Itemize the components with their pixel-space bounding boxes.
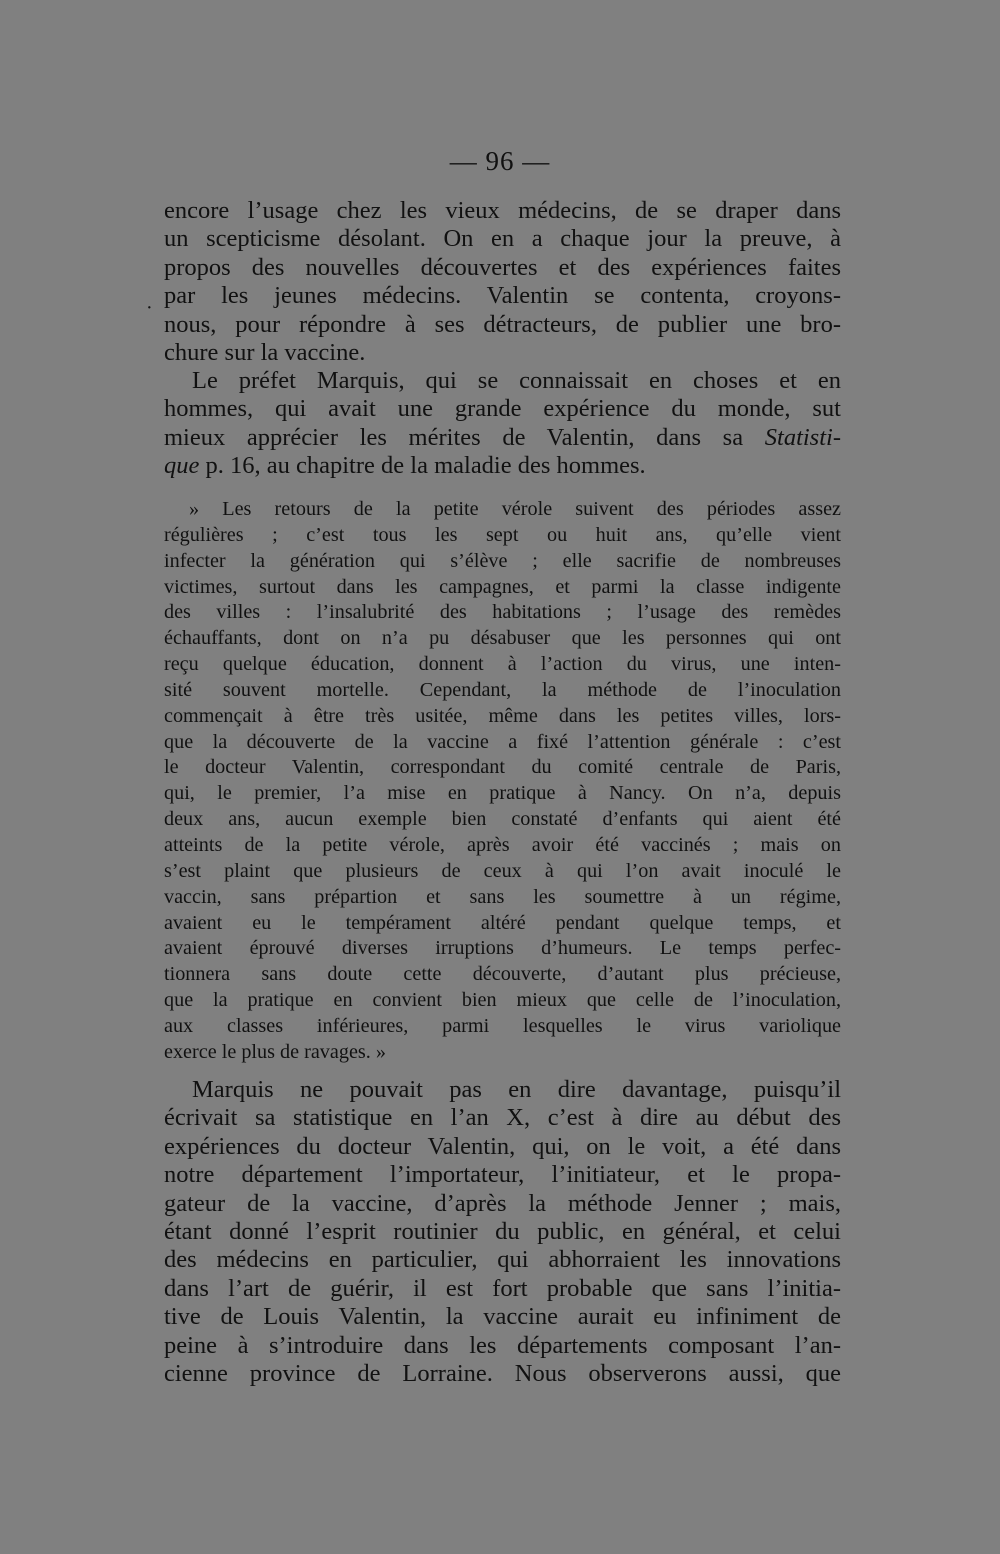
paragraph-1 <box>164 197 841 367</box>
text-line: cienne province de Lorraine. Nous observerons aussi, que <box>164 1359 841 1387</box>
quote-line: que la découverte de la vaccine a fixé l’attention générale : c’est <box>164 730 841 753</box>
quote-line: victimes, surtout dans les campagnes, et parmi la classe indigente <box>164 575 841 598</box>
text-line: gateur de la vaccine, d’après la méthode Jenner ; mais, <box>164 1189 841 1217</box>
text-line: peine à s’introduire dans les départements composant l’an- <box>164 1331 841 1359</box>
text-line: étant donné l’esprit routinier du public, en général, et celui <box>164 1217 841 1245</box>
quote-line: qui, le premier, l’a mise en pratique à Nancy. On n’a, depuis <box>164 782 841 805</box>
text-line: écrivait sa statistique en l’an X, c’est à dire au début des <box>164 1104 841 1132</box>
quote-line: infecter la génération qui s’élève ; elle sacrifie de nombreuses <box>164 549 841 572</box>
text-segment: p. 16, au chapitre de la maladie des hommes. <box>199 452 646 480</box>
text-line: chure sur la vaccine. <box>164 338 366 366</box>
quote-line: » Les retours de la petite vérole suivent des périodes assez <box>189 498 841 520</box>
text-line: notre département l’importateur, l’initiateur, et le propa- <box>164 1161 841 1189</box>
text-line: par les jeunes médecins. Valentin se contenta, croyons- <box>164 282 841 310</box>
text-line: Marquis ne pouvait pas en dire davantage, puisqu’il <box>192 1076 841 1103</box>
quote-line: aux classes inférieures, parmi lesquelles le virus variolique <box>164 1014 841 1037</box>
text-line: dans l’art de guérir, il est fort probable que sans l’initia- <box>164 1274 841 1302</box>
quote-line: avaient éprouvé diverses irruptions d’humeurs. Le temps perfec- <box>164 937 841 960</box>
quote-line: le docteur Valentin, correspondant du comité centrale de Paris, <box>164 756 841 779</box>
quote-line: commençait à être très usitée, même dans les petites villes, lors- <box>164 704 841 727</box>
text-line: tive de Louis Valentin, la vaccine aurait eu infiniment de <box>164 1303 841 1331</box>
quote-line: deux ans, aucun exemple bien constaté d’enfants qui aient été <box>164 808 841 831</box>
text-line: hommes, qui avait une grande expérience du monde, sut <box>164 395 841 423</box>
quote-line: que la pratique en convient bien mieux que celle de l’inoculation, <box>164 989 841 1012</box>
text-line: Le préfet Marquis, qui se connaissait en choses et en <box>192 367 841 394</box>
text-line <box>164 424 841 452</box>
italic-title: Statisti- <box>764 423 841 451</box>
quote-line: vaccin, sans prépartion et sans les soumettre à un régime, <box>164 885 841 908</box>
quote-line: échauffants, dont on n’a pu désabuser que les personnes qui ont <box>164 627 841 650</box>
text-line: nous, pour répondre à ses détracteurs, de publier une bro- <box>164 310 841 338</box>
text-line: propos des nouvelles découvertes et des expériences faites <box>164 253 841 281</box>
page-number: — 96 — <box>449 146 551 176</box>
quote-line: reçu quelque éducation, donnent à l’action du virus, une inten- <box>164 653 841 676</box>
quote-line: s’est plaint que plusieurs de ceux à qui l’on avait inoculé le <box>164 859 841 882</box>
text-line: expériences du docteur Valentin, qui, on le voit, a été dans <box>164 1132 841 1160</box>
quote-line: avaient eu le tempérament altéré pendant quelque temps, et <box>164 911 841 934</box>
text-line <box>164 452 841 480</box>
quote-line: sité souvent mortelle. Cependant, la méthode de l’inoculation <box>164 678 841 701</box>
text-line: encore l’usage chez les vieux médecins, de se draper dans <box>164 197 841 224</box>
quote-line: tionnera sans doute cette découverte, d’autant plus précieuse, <box>164 963 841 986</box>
quote-line: des villes : l’insalubrité des habitations ; l’usage des remèdes <box>164 601 841 624</box>
margin-mark: · <box>146 297 153 319</box>
italic-title: que <box>164 452 200 480</box>
text-line: un scepticisme désolant. On en a chaque jour la preuve, à <box>164 225 841 253</box>
text-segment: mieux apprécier les mérites de Valentin, dans sa <box>164 423 765 451</box>
quote-line: régulières ; c’est tous les sept ou huit ans, qu’elle vient <box>164 523 841 546</box>
quote-line: exerce le plus de ravages. » <box>164 1040 386 1063</box>
paragraph-3 <box>164 1076 841 1388</box>
quote-line: atteints de la petite vérole, après avoir été vaccinés ; mais on <box>164 833 841 856</box>
quotation-block <box>164 497 841 1066</box>
text-line: des médecins en particulier, qui abhorraient les innovations <box>164 1246 841 1274</box>
paragraph-2 <box>164 367 841 481</box>
